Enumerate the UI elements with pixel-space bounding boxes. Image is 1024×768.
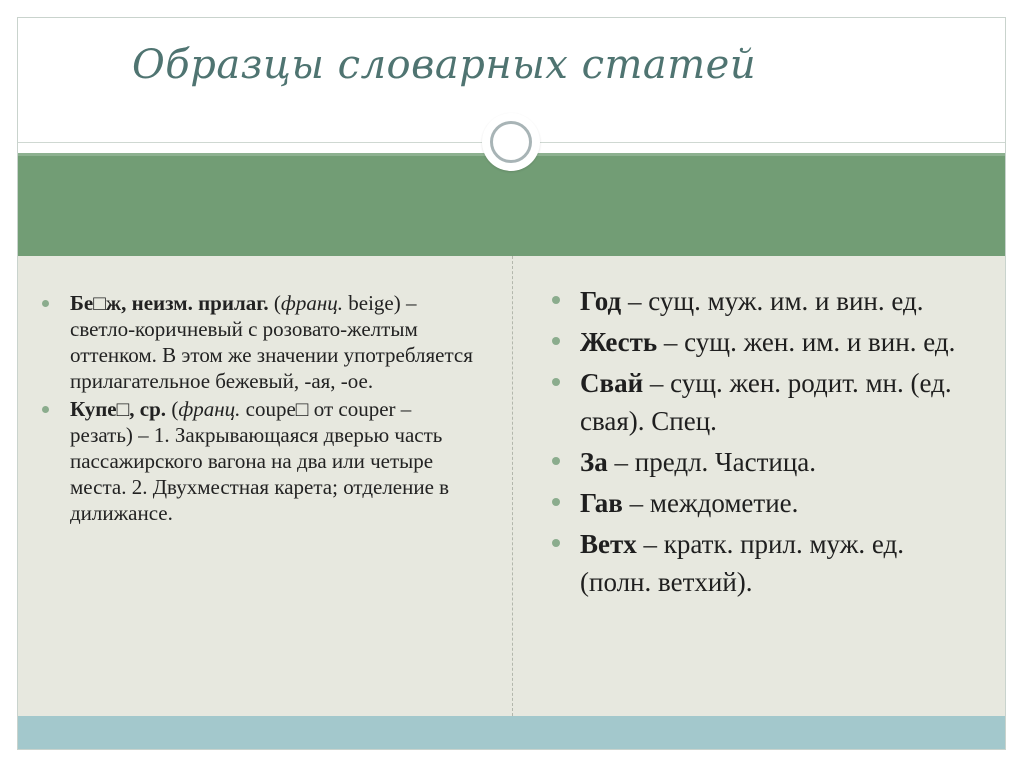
- entry-definition: светло-коричневый с розовато-желтым оттенком. В этом же значении употребляется прилагательное бежевый, -ая, -ое.: [70, 317, 473, 393]
- dictionary-entry-coupe: [38, 396, 478, 526]
- word-headword: Гав: [580, 488, 623, 518]
- dictionary-entry-beige: [38, 290, 478, 394]
- entry-etym-open: (: [268, 291, 281, 315]
- bullet-icon: [552, 539, 560, 547]
- bullet-icon: [552, 457, 560, 465]
- word-description: – сущ. муж. им. и вин. ед.: [621, 286, 924, 316]
- word-headword: Жесть: [580, 327, 658, 357]
- entry-etymology: coupe□ от couper – резать) –: [70, 397, 412, 447]
- bullet-icon: [552, 296, 560, 304]
- word-entry-zhest: [552, 323, 972, 361]
- content-area: [18, 256, 1005, 716]
- word-description: – предл. Частица.: [607, 447, 817, 477]
- bullet-icon: [552, 378, 560, 386]
- entry-etym-open: (: [166, 397, 179, 421]
- word-entry-za: [552, 443, 972, 481]
- word-headword: За: [580, 447, 608, 477]
- slide: [17, 17, 1006, 750]
- word-entry-god: [552, 282, 972, 320]
- word-description: – сущ. жен. им. и вин. ед.: [657, 327, 956, 357]
- word-entry-svai: [552, 364, 972, 440]
- word-description: – междометие.: [622, 488, 799, 518]
- entry-headword: Купе□, ср.: [70, 397, 167, 421]
- entry-etymology: beige) –: [343, 291, 417, 315]
- left-column: [38, 290, 478, 528]
- bullet-icon: [552, 337, 560, 345]
- ring-ornament-inner: [490, 121, 532, 163]
- bullet-icon: [552, 498, 560, 506]
- bullet-icon: [42, 406, 49, 413]
- word-headword: Год: [580, 286, 622, 316]
- bottom-band: [18, 716, 1005, 749]
- word-entry-vetkh: [552, 525, 972, 601]
- entry-headword: Бе□ж, неизм. прилаг.: [70, 291, 269, 315]
- ring-ornament-icon: [482, 113, 540, 171]
- entry-language: франц.: [178, 397, 241, 421]
- left-entry-list: [38, 290, 478, 526]
- column-divider: [512, 256, 513, 716]
- right-column: [552, 282, 972, 604]
- word-headword: Свай: [580, 368, 644, 398]
- bullet-icon: [42, 300, 49, 307]
- right-entry-list: [552, 282, 972, 601]
- entry-language: франц.: [280, 291, 343, 315]
- word-description: – сущ. жен. родит. мн. (ед. свая). Спец.: [580, 368, 952, 436]
- entry-definition: 1. Закрывающаяся дверью часть пассажирского вагона на два или четыре места. 2. Двухместная карета; отделение в дилижансе.: [70, 423, 450, 525]
- word-description: – кратк. прил. муж. ед. (полн. ветхий).: [580, 529, 904, 597]
- slide-title: Образцы словарных статей: [132, 42, 757, 88]
- word-headword: Ветх: [580, 529, 637, 559]
- word-entry-gav: [552, 484, 972, 522]
